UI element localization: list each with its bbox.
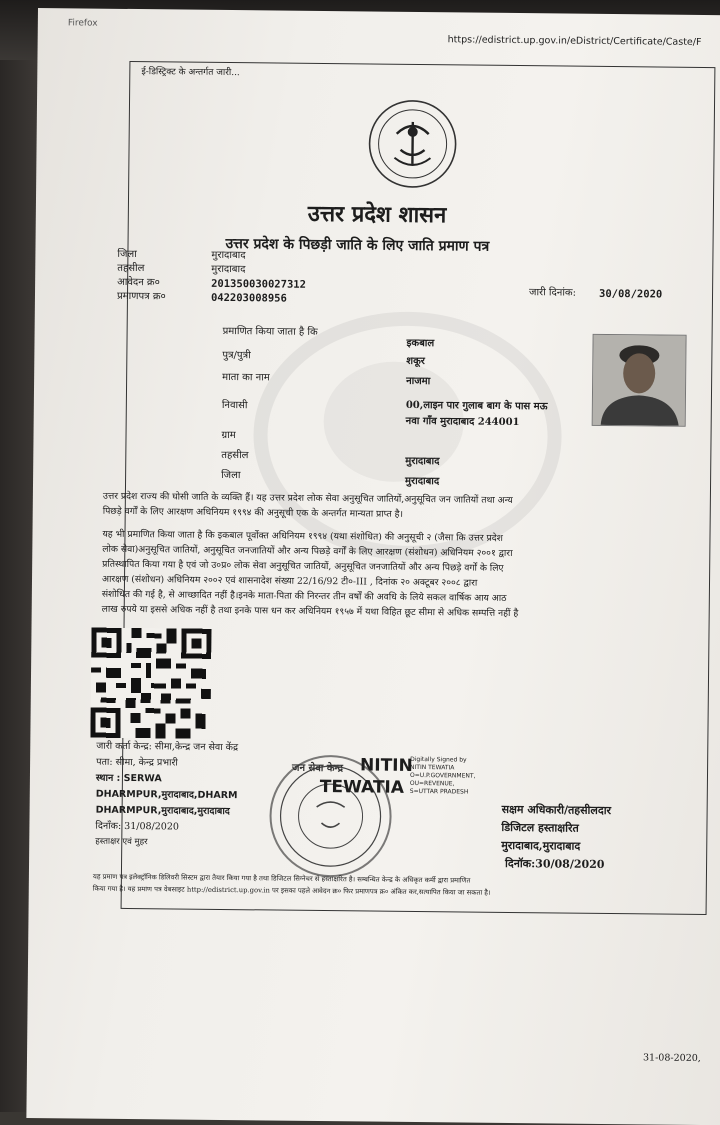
signature-detail: Digitally Signed by bbox=[410, 755, 467, 764]
issuing-center-address: DHARMPUR,मुरादाबाद,मुरादाबाद bbox=[95, 804, 230, 818]
qr-code-icon bbox=[90, 627, 211, 740]
applicant-photo bbox=[592, 334, 687, 427]
certificate-paper bbox=[26, 8, 720, 1125]
issuing-center-date: दिनाँक: 31/08/2020 bbox=[95, 820, 180, 833]
field-label: पुत्र/पुत्री bbox=[222, 349, 251, 362]
authority-date: दिनॉक:30/08/2020 bbox=[504, 856, 605, 871]
signature-detail: O=U.P.GOVERNMENT, bbox=[409, 771, 476, 780]
body-line: लोक सेवा)अनुसूचित जातियों, अनुसूचित जनजातियों और अन्य पिछड़े वर्गों के लिए आरक्षण (संशोधन) अधिनियम २००१ द्वारा bbox=[102, 543, 513, 559]
footer-note-line: किया गया है। यह प्रमाण पत्र वेबसाइट http://edistrict.up.gov.in पर इसका पहले आवेदन क्र० फिर प्रमाणपत्र क्र० अंकित कर,सत्यापित किया जा सकता है। bbox=[92, 884, 491, 897]
government-title: उत्तर प्रदेश शासन bbox=[307, 200, 447, 229]
body-line: यह भी प्रमाणित किया जाता है कि इकबाल पूर्वोक्त अधिनियम १९९४ (यथा संशोधित) की अनुसूची २ (जैसा कि उत्तर प्रदेश bbox=[102, 528, 503, 544]
issued-under-text: ई-डिस्ट्रिक्ट के अन्तर्गत जारी... bbox=[141, 67, 240, 79]
issuing-center-place: स्थान : SERWA bbox=[95, 772, 162, 785]
body-line: संशोधित की गई है, से आच्छादित नहीं है।इनके माता-पिता की निरन्तर तीन वर्षों की अवधि के लिये सकल वार्षिक आय आठ bbox=[101, 588, 507, 604]
stamp-text: जन सेवा केन्द्र bbox=[291, 762, 344, 775]
issuing-center-line: पता: सीमा, केन्द्र प्रभारी bbox=[96, 756, 178, 769]
field-label: तहसील bbox=[221, 449, 249, 462]
body-line: आरक्षण (संशोधन) अधिनियम २००२ एवं शासनादेश संख्या 22/16/92 टी०-III , दिनांक २० अक्टूबर २००८ द्वारा bbox=[101, 573, 478, 589]
body-line: प्रतिस्थापित किया गया है एवं जो उ०प्र० लोक सेवा अनुसूचित जातियों, अनुसूचित जनजातियों और अन्य पिछड़े वर्गों के लिए bbox=[102, 558, 504, 574]
field-label: ग्राम bbox=[221, 429, 236, 442]
field-address-line2: नवा गाँव मुरादाबाद 244001 bbox=[405, 415, 520, 429]
field-district: मुरादाबाद bbox=[405, 475, 440, 488]
field-name: इकबाल bbox=[406, 337, 435, 350]
application-number: 201350030027312 bbox=[211, 277, 307, 291]
meta-label: जिला bbox=[117, 248, 137, 261]
authority-line: डिजिटल हस्ताक्षरित bbox=[501, 820, 579, 835]
print-date: 31-08-2020, bbox=[642, 1052, 701, 1064]
meta-label: तहसील bbox=[117, 262, 145, 275]
meta-label: आवेदन क्र० bbox=[117, 276, 160, 289]
certificate-number: 042203008956 bbox=[210, 291, 287, 305]
browser-tab-title: Firefox bbox=[67, 18, 98, 29]
footer-note-line: यह प्रमाण पत्र इलेक्ट्रॉनिक डिलिवरी सिस्टम द्वारा तैयार किया गया है तथा डिजिटल सिग्नेचर से हस्ताक्षरित है। सम्बन्धित केन्द्र के अधिकृत कर्मी द्वारा प्रमाणित bbox=[92, 872, 471, 885]
field-address: 00,लाइन पार गुलाब बाग के पास मऊ bbox=[405, 399, 548, 413]
body-line: लाख रुपये या इससे अधिक नहीं है तथा इनके पास धन कर अधिनियम १९५७ में यथा विहित छूट सीमा से अधिक सम्पत्ति नहीं है bbox=[101, 603, 519, 620]
signature-detail: OU=REVENUE, bbox=[409, 779, 455, 788]
issuing-center-line: जारी कर्ता केन्द्र: सीमा,केन्द्र जन सेवा केंद्र bbox=[96, 740, 239, 754]
certified-intro: प्रमाणित किया जाता है कि bbox=[222, 325, 318, 338]
certificate-title: उत्तर प्रदेश के पिछड़ी जाति के लिए जाति प्रमाण पत्र bbox=[225, 235, 490, 255]
field-tehsil: मुरादाबाद bbox=[405, 455, 440, 468]
issuing-center-address: DHARMPUR,मुरादाबाद,DHARM bbox=[95, 788, 238, 802]
person-icon bbox=[593, 335, 686, 426]
emblem-icon bbox=[366, 97, 459, 190]
meta-value: मुरादाबाद bbox=[211, 263, 246, 276]
issue-date-label: जारी दिनांक: bbox=[528, 287, 577, 299]
signature-detail: S=UTTAR PRADESH bbox=[409, 787, 469, 796]
signature-detail: NITIN TEWATIA bbox=[410, 763, 455, 772]
signer-name-first: NITIN bbox=[359, 755, 413, 776]
authority-line: मुरादाबाद,मुरादाबाद bbox=[501, 838, 581, 853]
browser-url[interactable]: https://edistrict.up.gov.in/eDistrict/Certificate/Caste/F bbox=[447, 34, 702, 48]
authority-line: सक्षम अधिकारी/तहसीलदार bbox=[501, 802, 612, 818]
signer-name-last: TEWATIA bbox=[319, 776, 405, 798]
issue-date: 30/08/2020 bbox=[598, 287, 663, 301]
field-mother: नाजमा bbox=[406, 375, 431, 388]
issuing-center-sign: हस्ताक्षर एवं मुहर bbox=[95, 836, 148, 848]
body-line: उत्तर प्रदेश राज्य की घोसी जाति के व्यक्ति हैं। यह उत्तर प्रदेश लोक सेवा अनुसूचित जातियों,अनुसूचित जन जातियों तथा अन्य bbox=[102, 490, 513, 506]
body-line: पिछड़े वर्गों के लिए आरक्षण अधिनियम १९९४ की अनुसूची एक के अन्तर्गत मान्यता प्राप्त है। bbox=[102, 505, 404, 520]
field-label: जिला bbox=[221, 469, 241, 482]
field-label: निवासी bbox=[221, 399, 248, 412]
meta-label: प्रमाणपत्र क्र० bbox=[116, 290, 166, 303]
field-father: शकूर bbox=[406, 355, 425, 368]
meta-value: मुरादाबाद bbox=[211, 249, 246, 262]
field-label: माता का नाम bbox=[222, 371, 270, 384]
